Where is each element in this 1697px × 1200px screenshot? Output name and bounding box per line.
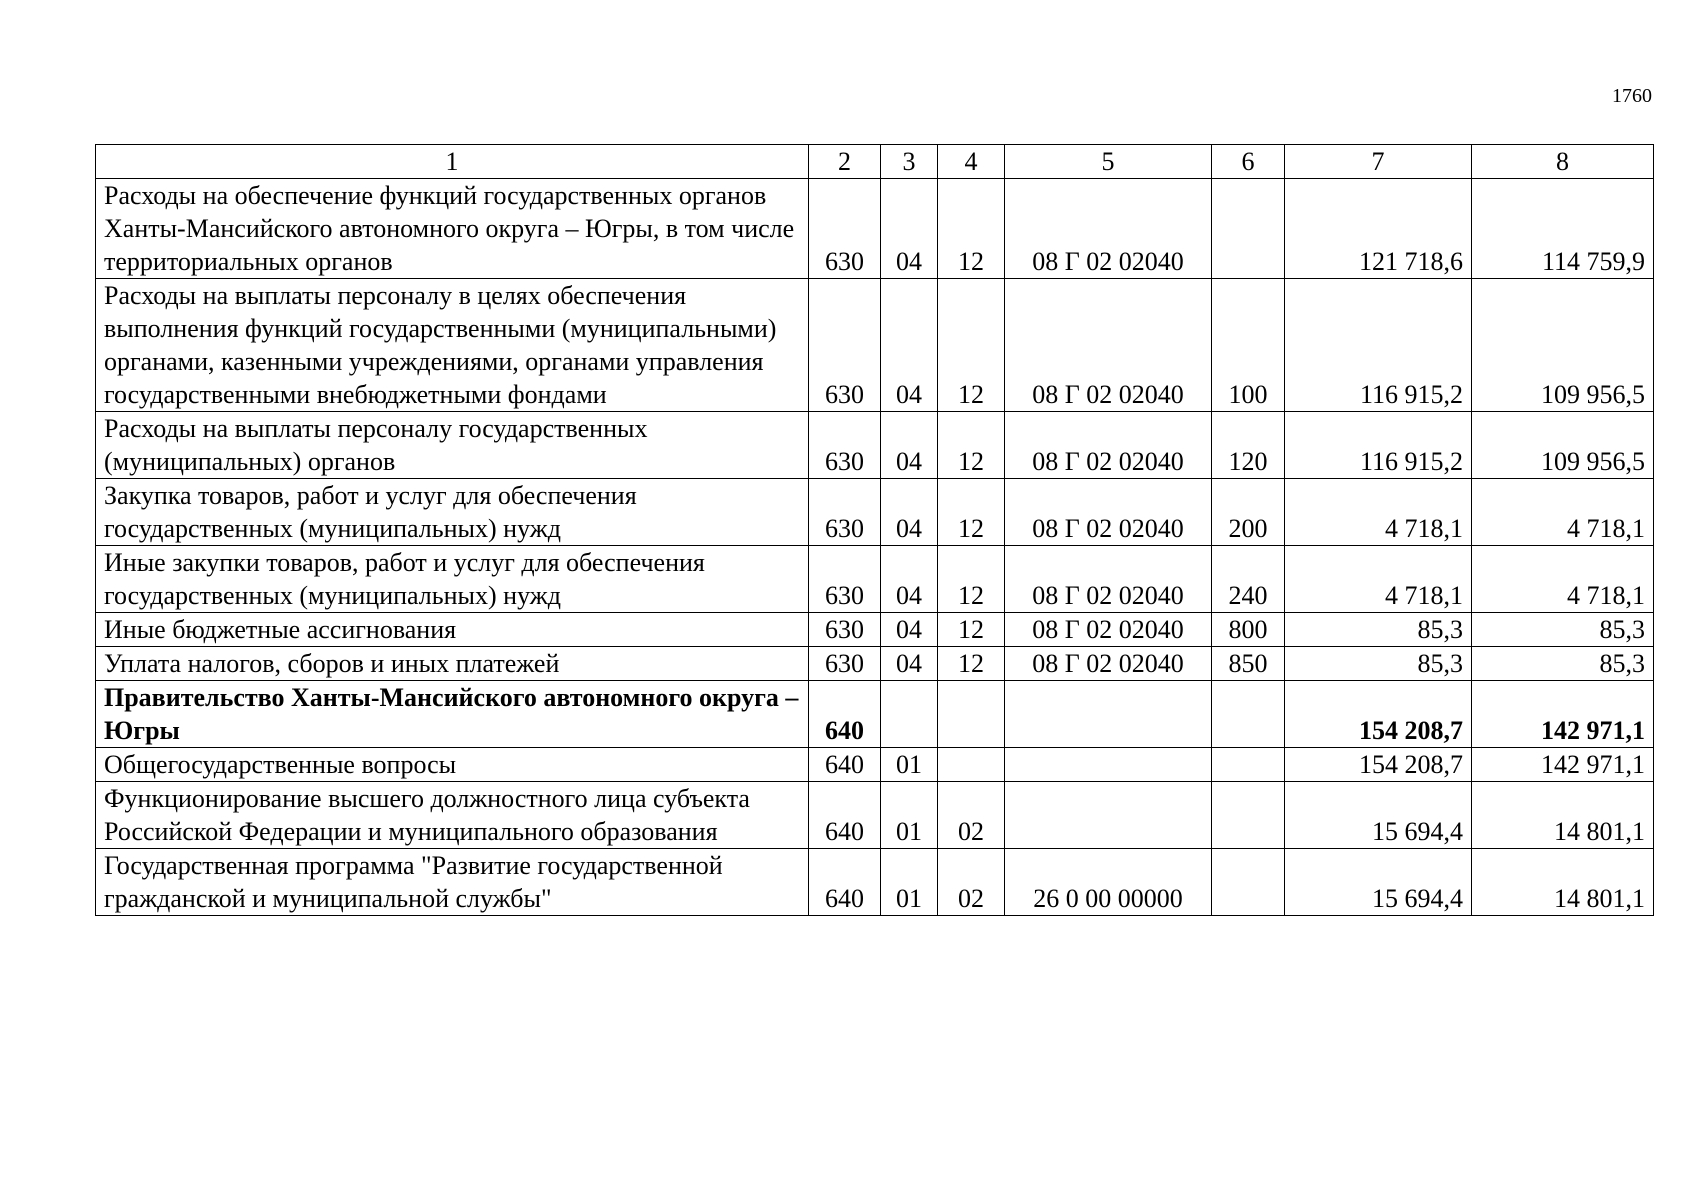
row-amount-1-cell: 4 718,1 xyxy=(1285,546,1472,613)
row-amount-1-cell: 154 208,7 xyxy=(1285,748,1472,782)
row-amount-1-cell: 116 915,2 xyxy=(1285,279,1472,412)
row-amount-2-cell: 109 956,5 xyxy=(1472,279,1654,412)
table-row xyxy=(96,849,1654,916)
row-admin-code-cell: 630 xyxy=(809,613,881,647)
row-subsection-cell: 12 xyxy=(938,279,1005,412)
table-row xyxy=(96,479,1654,546)
row-subsection-cell: 12 xyxy=(938,613,1005,647)
row-section-cell: 01 xyxy=(881,849,938,916)
column-header: 5 xyxy=(1005,145,1212,179)
column-header: 1 xyxy=(96,145,809,179)
table-header-row xyxy=(96,145,1654,179)
row-name-cell: Закупка товаров, работ и услуг для обеспечения государственных (муниципальных) нужд xyxy=(96,479,809,546)
column-header: 8 xyxy=(1472,145,1654,179)
row-expense-type-cell: 100 xyxy=(1212,279,1285,412)
table-row xyxy=(96,748,1654,782)
row-amount-1-cell: 85,3 xyxy=(1285,613,1472,647)
row-subsection-cell xyxy=(938,748,1005,782)
column-header: 6 xyxy=(1212,145,1285,179)
row-amount-2-cell: 14 801,1 xyxy=(1472,782,1654,849)
row-section-cell: 04 xyxy=(881,546,938,613)
row-amount-2-cell: 85,3 xyxy=(1472,613,1654,647)
table-row xyxy=(96,647,1654,681)
row-admin-code-cell: 630 xyxy=(809,412,881,479)
row-expense-type-cell xyxy=(1212,748,1285,782)
row-subsection-cell: 02 xyxy=(938,849,1005,916)
row-expense-type-cell: 200 xyxy=(1212,479,1285,546)
row-name-cell: Иные бюджетные ассигнования xyxy=(96,613,809,647)
row-name-cell: Правительство Ханты-Мансийского автономного округа – Югры xyxy=(96,681,809,748)
row-amount-2-cell: 114 759,9 xyxy=(1472,179,1654,279)
row-name-cell: Расходы на выплаты персоналу государственных (муниципальных) органов xyxy=(96,412,809,479)
row-target-article-cell: 08 Г 02 02040 xyxy=(1005,179,1212,279)
row-section-cell: 04 xyxy=(881,279,938,412)
row-target-article-cell: 08 Г 02 02040 xyxy=(1005,479,1212,546)
row-admin-code-cell: 640 xyxy=(809,681,881,748)
row-section-cell: 01 xyxy=(881,748,938,782)
row-subsection-cell: 12 xyxy=(938,647,1005,681)
row-amount-2-cell: 14 801,1 xyxy=(1472,849,1654,916)
row-section-cell: 04 xyxy=(881,613,938,647)
row-admin-code-cell: 630 xyxy=(809,479,881,546)
row-section-cell: 04 xyxy=(881,412,938,479)
row-amount-1-cell: 154 208,7 xyxy=(1285,681,1472,748)
table-row xyxy=(96,613,1654,647)
table-row xyxy=(96,782,1654,849)
row-expense-type-cell xyxy=(1212,782,1285,849)
row-expense-type-cell: 800 xyxy=(1212,613,1285,647)
row-amount-2-cell: 4 718,1 xyxy=(1472,479,1654,546)
row-name-cell: Уплата налогов, сборов и иных платежей xyxy=(96,647,809,681)
row-target-article-cell: 08 Г 02 02040 xyxy=(1005,613,1212,647)
row-amount-1-cell: 15 694,4 xyxy=(1285,782,1472,849)
row-name-cell: Расходы на обеспечение функций государственных органов Ханты-Мансийского автономного округа – Югры, в том числе территориальных органов xyxy=(96,179,809,279)
column-header: 3 xyxy=(881,145,938,179)
column-header: 4 xyxy=(938,145,1005,179)
row-name-cell: Функционирование высшего должностного лица субъекта Российской Федерации и муниципального образования xyxy=(96,782,809,849)
row-name-cell: Государственная программа "Развитие государственной гражданской и муниципальной службы" xyxy=(96,849,809,916)
table-row xyxy=(96,546,1654,613)
row-section-cell: 04 xyxy=(881,479,938,546)
row-target-article-cell xyxy=(1005,782,1212,849)
row-amount-1-cell: 116 915,2 xyxy=(1285,412,1472,479)
table-row xyxy=(96,681,1654,748)
row-subsection-cell: 12 xyxy=(938,412,1005,479)
row-amount-2-cell: 109 956,5 xyxy=(1472,412,1654,479)
row-amount-1-cell: 15 694,4 xyxy=(1285,849,1472,916)
row-expense-type-cell xyxy=(1212,849,1285,916)
row-amount-2-cell: 4 718,1 xyxy=(1472,546,1654,613)
row-expense-type-cell: 850 xyxy=(1212,647,1285,681)
row-amount-1-cell: 85,3 xyxy=(1285,647,1472,681)
row-subsection-cell: 02 xyxy=(938,782,1005,849)
row-amount-2-cell: 142 971,1 xyxy=(1472,748,1654,782)
row-subsection-cell xyxy=(938,681,1005,748)
table-row xyxy=(96,179,1654,279)
row-admin-code-cell: 630 xyxy=(809,179,881,279)
row-target-article-cell xyxy=(1005,681,1212,748)
table-row xyxy=(96,279,1654,412)
page-number: 1760 xyxy=(1612,85,1652,107)
row-amount-2-cell: 85,3 xyxy=(1472,647,1654,681)
row-expense-type-cell xyxy=(1212,681,1285,748)
row-amount-2-cell: 142 971,1 xyxy=(1472,681,1654,748)
row-admin-code-cell: 640 xyxy=(809,748,881,782)
row-name-cell: Расходы на выплаты персоналу в целях обеспечения выполнения функций государственными (муниципальными) органами, казенными учреждениями, органами управления государственными внебюджетными фондами xyxy=(96,279,809,412)
row-target-article-cell xyxy=(1005,748,1212,782)
row-amount-1-cell: 4 718,1 xyxy=(1285,479,1472,546)
column-header: 7 xyxy=(1285,145,1472,179)
row-amount-1-cell: 121 718,6 xyxy=(1285,179,1472,279)
row-subsection-cell: 12 xyxy=(938,546,1005,613)
table-row xyxy=(96,412,1654,479)
row-admin-code-cell: 630 xyxy=(809,546,881,613)
row-expense-type-cell: 240 xyxy=(1212,546,1285,613)
row-admin-code-cell: 630 xyxy=(809,279,881,412)
budget-table xyxy=(95,144,1654,916)
row-section-cell xyxy=(881,681,938,748)
column-header: 2 xyxy=(809,145,881,179)
row-expense-type-cell xyxy=(1212,179,1285,279)
row-subsection-cell: 12 xyxy=(938,179,1005,279)
row-expense-type-cell: 120 xyxy=(1212,412,1285,479)
row-admin-code-cell: 640 xyxy=(809,849,881,916)
row-target-article-cell: 08 Г 02 02040 xyxy=(1005,279,1212,412)
row-section-cell: 01 xyxy=(881,782,938,849)
row-section-cell: 04 xyxy=(881,647,938,681)
row-section-cell: 04 xyxy=(881,179,938,279)
row-target-article-cell: 26 0 00 00000 xyxy=(1005,849,1212,916)
row-target-article-cell: 08 Г 02 02040 xyxy=(1005,412,1212,479)
row-target-article-cell: 08 Г 02 02040 xyxy=(1005,647,1212,681)
row-target-article-cell: 08 Г 02 02040 xyxy=(1005,546,1212,613)
row-subsection-cell: 12 xyxy=(938,479,1005,546)
row-admin-code-cell: 630 xyxy=(809,647,881,681)
row-name-cell: Общегосударственные вопросы xyxy=(96,748,809,782)
row-name-cell: Иные закупки товаров, работ и услуг для обеспечения государственных (муниципальных) нужд xyxy=(96,546,809,613)
row-admin-code-cell: 640 xyxy=(809,782,881,849)
